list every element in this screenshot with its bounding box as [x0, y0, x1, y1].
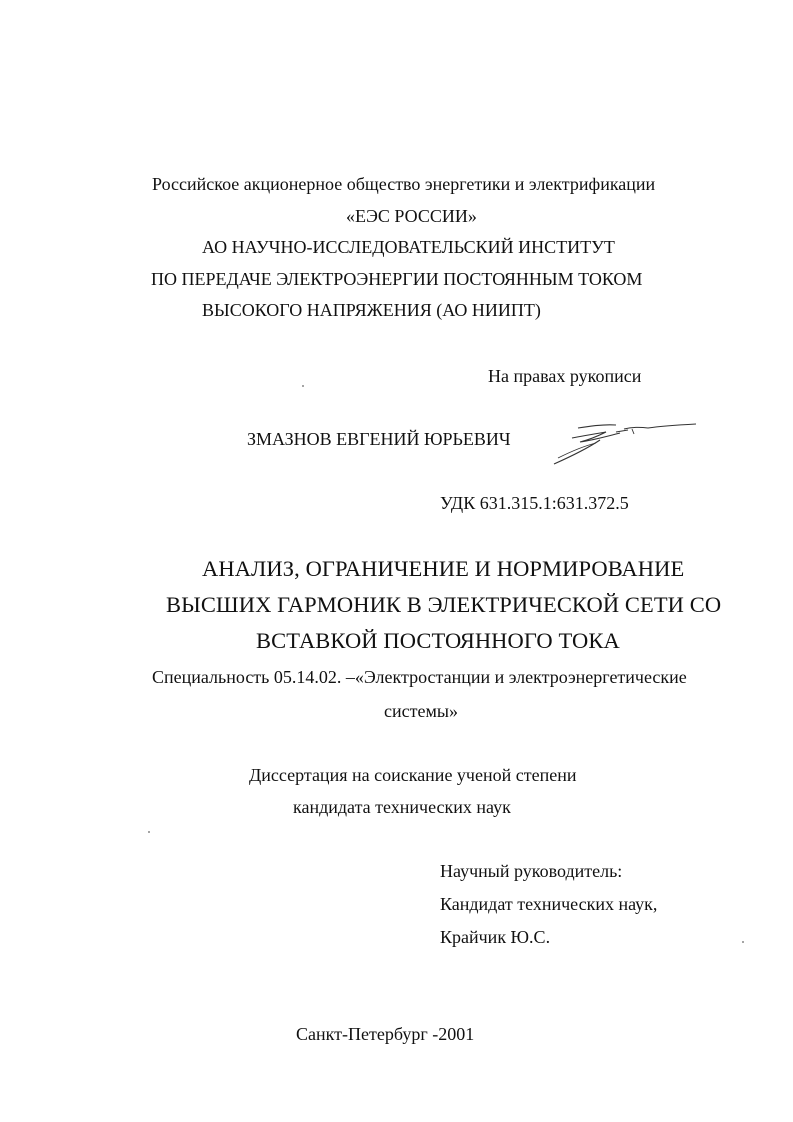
scan-speck	[148, 831, 150, 833]
institute-name-line-2: ПО ПЕРЕДАЧЕ ЭЛЕКТРОЭНЕРГИИ ПОСТОЯННЫМ ТОКОМ	[151, 269, 643, 289]
organization-short-name: «ЕЭС РОССИИ»	[346, 206, 477, 226]
author-name: ЗМАЗНОВ ЕВГЕНИЙ ЮРЬЕВИЧ	[247, 429, 511, 449]
manuscript-rights-note: На правах рукописи	[488, 366, 642, 386]
supervisor-label: Научный руководитель:	[440, 861, 623, 881]
city-year: Санкт-Петербург -2001	[296, 1024, 475, 1044]
supervisor-degree: Кандидат технических наук,	[440, 894, 658, 914]
scan-speck	[742, 941, 744, 943]
institute-name-line-3: ВЫСОКОГО НАПРЯЖЕНИЯ (АО НИИПТ)	[202, 300, 541, 320]
degree-line-2: кандидата технических наук	[293, 797, 511, 817]
thesis-title-line-1: АНАЛИЗ, ОГРАНИЧЕНИЕ И НОРМИРОВАНИЕ	[202, 556, 685, 581]
signature-icon	[550, 418, 700, 470]
supervisor-name: Крайчик Ю.С.	[440, 927, 551, 947]
organization-name: Российское акционерное общество энергетики и электрификации	[152, 174, 656, 194]
udk-code: УДК 631.315.1:631.372.5	[440, 493, 629, 513]
degree-line-1: Диссертация на соискание ученой степени	[249, 765, 577, 785]
institute-name-line-1: АО НАУЧНО-ИССЛЕДОВАТЕЛЬСКИЙ ИНСТИТУТ	[202, 237, 615, 257]
specialty-line-2: системы»	[384, 701, 458, 721]
scan-speck	[302, 385, 304, 387]
specialty-line-1: Специальность 05.14.02. –«Электростанции и электроэнергетические	[152, 667, 687, 687]
thesis-title-line-2: ВЫСШИХ ГАРМОНИК В ЭЛЕКТРИЧЕСКОЙ СЕТИ СО	[166, 592, 722, 617]
thesis-title-line-3: ВСТАВКОЙ ПОСТОЯННОГО ТОКА	[256, 628, 620, 653]
